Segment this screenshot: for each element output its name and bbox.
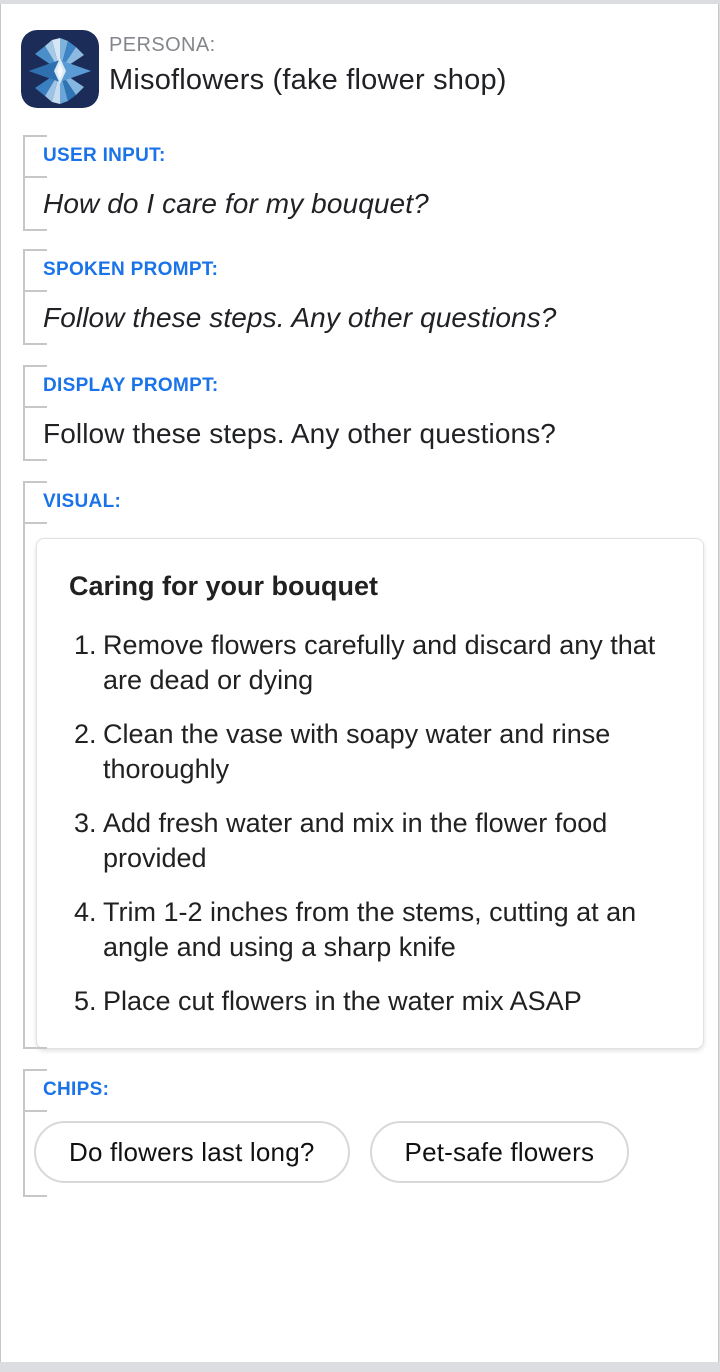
section-display-prompt: [23, 365, 702, 461]
bracket-tick: [23, 1110, 47, 1112]
bracket-tick: [23, 365, 47, 367]
bracket-tick: [23, 481, 47, 483]
bracket-tick: [23, 343, 47, 345]
bracket-tick: [23, 1047, 47, 1049]
bracket-tick: [23, 1195, 47, 1197]
visual-card-title: Caring for your bouquet: [69, 571, 378, 601]
bracket-tick: [23, 1069, 47, 1071]
simulator-panel: [0, 4, 719, 1362]
bracket-tick: [23, 229, 47, 231]
response-sections: [23, 135, 702, 1197]
user-input-label: USER INPUT:: [43, 145, 166, 166]
bracket-tick: [23, 406, 47, 408]
chips-label: CHIPS:: [43, 1079, 110, 1100]
care-step-item: Trim 1-2 inches from the stems, cutting at an angle and using a sharp knife: [103, 897, 637, 962]
care-step-item: Add fresh water and mix in the flower food provided: [103, 808, 608, 873]
care-step-item: Remove flowers carefully and discard any that are dead or dying: [103, 630, 656, 695]
display-prompt-text: Follow these steps. Any other questions?: [43, 418, 556, 449]
bracket-tick: [23, 459, 47, 461]
section-visual: [23, 481, 702, 1049]
display-prompt-label: DISPLAY PROMPT:: [43, 375, 219, 396]
chips-row: [34, 1121, 702, 1197]
bracket-tick: [23, 290, 47, 292]
section-chips: [23, 1069, 702, 1197]
persona-label: PERSONA:: [109, 34, 216, 56]
persona-header: [21, 30, 718, 108]
spoken-prompt-text: Follow these steps. Any other questions?: [43, 302, 557, 333]
care-step-item: Place cut flowers in the water mix ASAP: [103, 986, 582, 1016]
bracket-tick: [23, 249, 47, 251]
care-steps-list: [69, 628, 673, 1019]
section-spoken-prompt: [23, 249, 702, 345]
bracket-tick: [23, 176, 47, 178]
care-step-item: Clean the vase with soapy water and rinse thoroughly: [103, 719, 611, 784]
visual-label: VISUAL:: [43, 491, 122, 512]
persona-name: Misoflowers (fake flower shop): [109, 64, 507, 96]
spoken-prompt-label: SPOKEN PROMPT:: [43, 259, 219, 280]
section-user-input: [23, 135, 702, 231]
visual-card: [36, 538, 704, 1049]
bracket-tick: [23, 135, 47, 137]
user-input-text: How do I care for my bouquet?: [43, 188, 429, 219]
suggestion-chip[interactable]: Do flowers last long?: [34, 1121, 350, 1183]
misoflowers-logo-icon: [21, 30, 99, 108]
bracket-tick: [23, 522, 47, 524]
suggestion-chip[interactable]: Pet-safe flowers: [370, 1121, 630, 1183]
persona-text: [109, 30, 507, 108]
